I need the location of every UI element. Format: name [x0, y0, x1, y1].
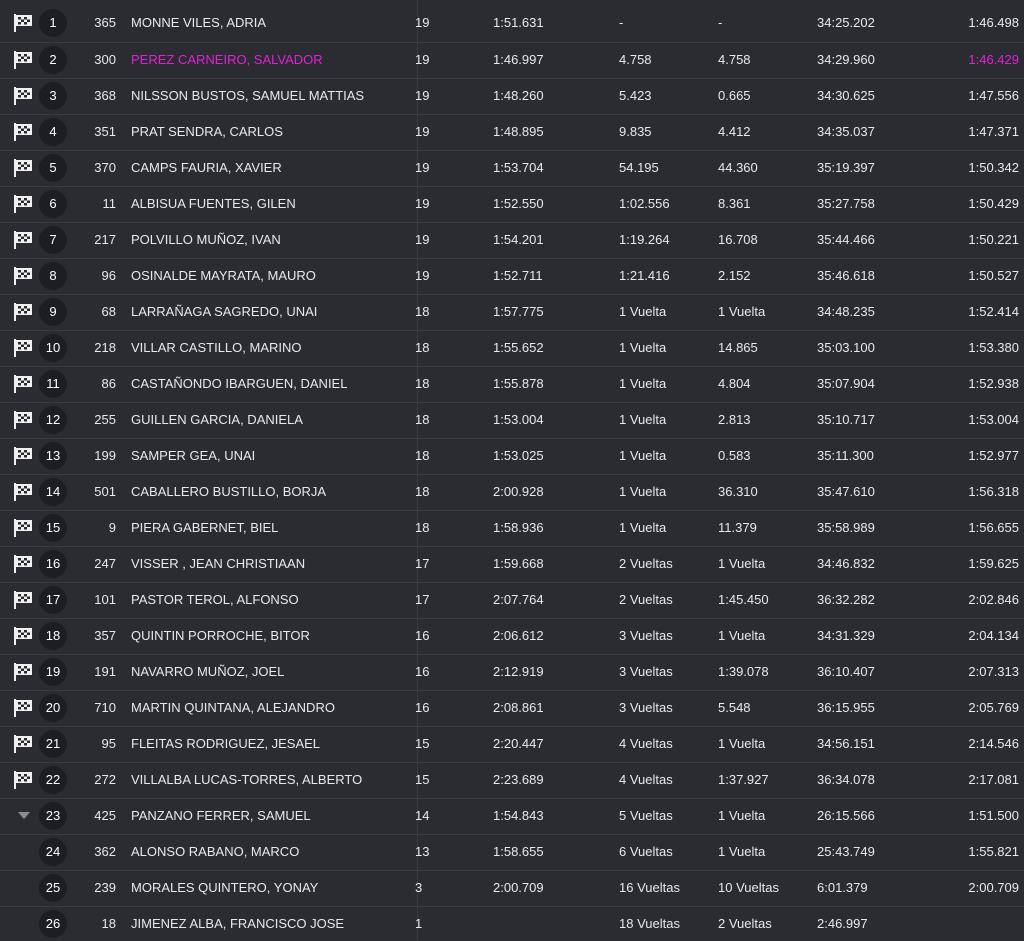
table-row[interactable] — [0, 366, 1024, 401]
best-lap-time: 1:54.843 — [493, 808, 544, 823]
laps-count: 16 — [415, 700, 430, 715]
rider-number: 357 — [94, 628, 116, 643]
rider-name: JIMENEZ ALBA, FRANCISCO JOSE — [131, 916, 345, 931]
finished-flag-icon — [12, 122, 34, 142]
rider-name: VISSER , JEAN CHRISTIAAN — [131, 556, 306, 571]
laps-count: 17 — [415, 556, 430, 571]
rider-number: 255 — [94, 412, 116, 427]
last-lap-time: 1:52.977 — [968, 448, 1019, 463]
position-badge: 22 — [39, 766, 67, 794]
last-lap-time: 1:56.318 — [968, 484, 1019, 499]
finished-flag-icon — [12, 554, 34, 574]
total-time: 6:01.379 — [817, 880, 868, 895]
laps-count: 18 — [415, 448, 430, 463]
table-row[interactable] — [0, 618, 1024, 653]
last-lap-time: 1:52.414 — [968, 304, 1019, 319]
position-badge: 5 — [39, 154, 67, 182]
laps-count: 18 — [415, 412, 430, 427]
position-badge: 7 — [39, 226, 67, 254]
gap-to-leader: 2 Vueltas — [619, 556, 673, 571]
finished-flag-icon — [12, 446, 34, 466]
rider-number: 501 — [94, 484, 116, 499]
gap-to-leader: 1 Vuelta — [619, 304, 667, 319]
table-row[interactable] — [0, 798, 1024, 833]
last-lap-time: 2:00.709 — [968, 880, 1019, 895]
rider-name: VILLALBA LUCAS-TORRES, ALBERTO — [131, 772, 363, 787]
total-time: 35:19.397 — [817, 160, 875, 175]
laps-count: 18 — [415, 304, 430, 319]
position-badge: 3 — [39, 82, 67, 110]
finished-flag-icon — [12, 338, 34, 358]
best-lap-time: 1:58.655 — [493, 844, 544, 859]
total-time: 34:56.151 — [817, 736, 875, 751]
rider-number: 217 — [94, 232, 116, 247]
table-row[interactable] — [0, 438, 1024, 473]
best-lap-time: 2:12.919 — [493, 664, 544, 679]
total-time: 34:29.960 — [817, 52, 875, 67]
position-badge: 16 — [39, 550, 67, 578]
total-time: 35:11.300 — [817, 448, 874, 463]
gap-to-leader: 16 Vueltas — [619, 880, 680, 895]
gap-to-previous: 1:45.450 — [718, 592, 769, 607]
laps-count: 19 — [415, 15, 430, 30]
position-badge: 24 — [39, 838, 67, 866]
position-badge: 1 — [39, 9, 67, 37]
best-lap-time: 2:23.689 — [493, 772, 544, 787]
table-row[interactable] — [0, 870, 1024, 905]
position-badge: 17 — [39, 586, 67, 614]
best-lap-time: 1:51.631 — [493, 15, 544, 30]
gap-to-previous: 4.758 — [718, 52, 751, 67]
finished-flag-icon — [12, 482, 34, 502]
laps-count: 16 — [415, 628, 430, 643]
best-lap-time — [493, 907, 593, 941]
last-lap-time: 1:47.371 — [968, 124, 1019, 139]
finished-flag-icon — [12, 770, 34, 790]
gap-to-previous: 0.583 — [718, 448, 751, 463]
rider-name: MARTIN QUINTANA, ALEJANDRO — [131, 700, 335, 715]
rider-number: 101 — [94, 592, 116, 607]
rider-name: OSINALDE MAYRATA, MAURO — [131, 268, 316, 283]
gap-to-previous: 4.412 — [718, 124, 751, 139]
total-time: 36:10.407 — [817, 664, 875, 679]
gap-to-leader: 1 Vuelta — [619, 484, 667, 499]
best-lap-time: 1:46.997 — [493, 52, 544, 67]
gap-to-leader: 18 Vueltas — [619, 916, 680, 931]
table-row[interactable] — [0, 654, 1024, 689]
total-time: 35:27.758 — [817, 196, 875, 211]
rider-name: CABALLERO BUSTILLO, BORJA — [131, 484, 327, 499]
finished-flag-icon — [12, 698, 34, 718]
finished-flag-icon — [12, 230, 34, 250]
rider-number: 86 — [101, 376, 116, 391]
rider-name: POLVILLO MUÑOZ, IVAN — [131, 232, 281, 247]
gap-to-previous: 16.708 — [718, 232, 758, 247]
rider-number: 368 — [94, 88, 116, 103]
rider-name: PIERA GABERNET, BIEL — [131, 520, 279, 535]
rider-number: 68 — [101, 304, 116, 319]
gap-to-leader: 4.758 — [619, 52, 652, 67]
gap-to-leader: - — [619, 15, 624, 30]
gap-to-previous: 2 Vueltas — [718, 916, 772, 931]
rider-number: 9 — [108, 520, 116, 535]
last-lap-time: 1:53.004 — [968, 412, 1019, 427]
rider-name: MONNE VILES, ADRIA — [131, 15, 267, 30]
best-lap-time: 1:53.704 — [493, 160, 544, 175]
table-row[interactable] — [0, 762, 1024, 797]
table-row[interactable] — [0, 294, 1024, 329]
gap-to-previous: 10 Vueltas — [718, 880, 779, 895]
last-lap-time: 2:17.081 — [968, 772, 1019, 787]
gap-to-previous: 1 Vuelta — [718, 736, 766, 751]
best-lap-time: 1:54.201 — [493, 232, 544, 247]
gap-to-previous: 1 Vuelta — [718, 844, 766, 859]
total-time: 35:47.610 — [817, 484, 875, 499]
table-row[interactable] — [0, 42, 1024, 77]
best-lap-time: 1:48.260 — [493, 88, 544, 103]
laps-count: 17 — [415, 592, 430, 607]
last-lap-time — [900, 907, 1019, 941]
best-lap-time: 1:59.668 — [493, 556, 544, 571]
gap-to-previous: 14.865 — [718, 340, 758, 355]
triangle-down-icon — [18, 812, 30, 819]
gap-to-previous: 11.379 — [718, 520, 757, 535]
gap-to-previous: 1:37.927 — [718, 772, 769, 787]
rider-number: 300 — [94, 52, 116, 67]
position-badge: 26 — [39, 910, 67, 938]
finished-flag-icon — [12, 13, 34, 33]
position-badge: 8 — [39, 262, 67, 290]
position-badge: 2 — [39, 46, 67, 74]
table-row[interactable] — [0, 582, 1024, 617]
rider-name: GUILLEN GARCIA, DANIELA — [131, 412, 303, 427]
rider-name: QUINTIN PORROCHE, BITOR — [131, 628, 310, 643]
gap-to-leader: 9.835 — [619, 124, 652, 139]
total-time: 35:07.904 — [817, 376, 875, 391]
gap-to-leader: 1 Vuelta — [619, 376, 667, 391]
gap-to-leader: 5.423 — [619, 88, 652, 103]
laps-count: 15 — [415, 736, 430, 751]
laps-count: 3 — [415, 880, 423, 895]
rider-name: NAVARRO MUÑOZ, JOEL — [131, 664, 285, 679]
position-badge: 15 — [39, 514, 67, 542]
gap-to-leader: 3 Vueltas — [619, 700, 673, 715]
total-time: 26:15.566 — [817, 808, 875, 823]
gap-to-previous: 36.310 — [718, 484, 758, 499]
finished-flag-icon — [12, 410, 34, 430]
best-lap-time: 1:57.775 — [493, 304, 544, 319]
position-badge: 18 — [39, 622, 67, 650]
last-lap-time: 1:50.527 — [968, 268, 1019, 283]
total-time: 35:44.466 — [817, 232, 875, 247]
last-lap-time: 2:07.313 — [968, 664, 1019, 679]
rider-number: 191 — [94, 664, 116, 679]
finished-flag-icon — [12, 86, 34, 106]
gap-to-previous: 0.665 — [718, 88, 751, 103]
total-time: 34:25.202 — [817, 15, 875, 30]
best-lap-time: 1:58.936 — [493, 520, 544, 535]
rider-number: 362 — [94, 844, 116, 859]
table-row[interactable] — [0, 726, 1024, 761]
rider-number: 199 — [94, 448, 116, 463]
laps-count: 19 — [415, 196, 430, 211]
table-row[interactable] — [0, 510, 1024, 545]
best-lap-time: 1:52.711 — [493, 268, 543, 283]
gap-to-leader: 3 Vueltas — [619, 628, 673, 643]
gap-to-leader: 4 Vueltas — [619, 772, 673, 787]
finished-flag-icon — [12, 518, 34, 538]
finished-flag-icon — [12, 662, 34, 682]
rider-name: CAMPS FAURIA, XAVIER — [131, 160, 282, 175]
last-lap-time: 1:47.556 — [968, 88, 1019, 103]
table-row[interactable] — [0, 114, 1024, 149]
position-badge: 9 — [39, 298, 67, 326]
gap-to-previous: 1 Vuelta — [718, 556, 766, 571]
rider-name: ALONSO RABANO, MARCO — [131, 844, 300, 859]
table-row[interactable] — [0, 402, 1024, 437]
total-time: 35:03.100 — [817, 340, 875, 355]
best-lap-time: 2:20.447 — [493, 736, 544, 751]
gap-to-leader: 1:02.556 — [619, 196, 670, 211]
total-time: 2:46.997 — [817, 916, 868, 931]
best-lap-time: 2:08.861 — [493, 700, 544, 715]
last-lap-time: 1:59.625 — [968, 556, 1019, 571]
rider-name: MORALES QUINTERO, YONAY — [131, 880, 319, 895]
rider-name: ALBISUA FUENTES, GILEN — [131, 196, 296, 211]
finished-flag-icon — [12, 590, 34, 610]
table-row[interactable] — [0, 834, 1024, 869]
last-lap-time: 1:46.498 — [968, 15, 1019, 30]
rider-number: 218 — [94, 340, 116, 355]
laps-count: 18 — [415, 340, 430, 355]
laps-count: 19 — [415, 124, 430, 139]
table-row[interactable] — [0, 6, 1024, 41]
last-lap-time: 1:52.938 — [968, 376, 1019, 391]
last-lap-time: 1:56.655 — [968, 520, 1019, 535]
total-time: 34:30.625 — [817, 88, 875, 103]
best-lap-time: 1:53.025 — [493, 448, 544, 463]
rider-name: FLEITAS RODRIGUEZ, JESAEL — [131, 736, 321, 751]
best-lap-time: 2:00.709 — [493, 880, 544, 895]
last-lap-time: 1:55.821 — [968, 844, 1019, 859]
gap-to-previous: 1 Vuelta — [718, 304, 766, 319]
laps-count: 15 — [415, 772, 430, 787]
table-row[interactable] — [0, 186, 1024, 221]
table-row[interactable] — [0, 150, 1024, 185]
gap-to-previous: 4.804 — [718, 376, 751, 391]
rider-name: VILLAR CASTILLO, MARINO — [131, 340, 302, 355]
last-lap-time: 2:14.546 — [968, 736, 1019, 751]
laps-count: 14 — [415, 808, 430, 823]
best-lap-time: 1:52.550 — [493, 196, 544, 211]
position-badge: 23 — [39, 802, 67, 830]
rider-name: SAMPER GEA, UNAI — [131, 448, 256, 463]
position-badge: 11 — [39, 370, 67, 398]
laps-count: 19 — [415, 88, 430, 103]
laps-count: 19 — [415, 160, 430, 175]
best-lap-time: 2:07.764 — [493, 592, 544, 607]
rider-number: 18 — [101, 916, 116, 931]
gap-to-leader: 6 Vueltas — [619, 844, 673, 859]
gap-to-leader: 3 Vueltas — [619, 664, 673, 679]
rider-number: 365 — [94, 15, 116, 30]
gap-to-leader: 1 Vuelta — [619, 520, 667, 535]
rider-name: PRAT SENDRA, CARLOS — [131, 124, 283, 139]
finished-flag-icon — [12, 302, 34, 322]
position-badge: 10 — [39, 334, 67, 362]
last-lap-time: 1:51.500 — [968, 808, 1019, 823]
total-time: 36:34.078 — [817, 772, 875, 787]
rider-number: 351 — [94, 124, 116, 139]
rider-number: 96 — [101, 268, 116, 283]
gap-to-leader: 4 Vueltas — [619, 736, 673, 751]
table-row[interactable] — [0, 690, 1024, 725]
gap-to-previous: 2.813 — [718, 412, 751, 427]
finished-flag-icon — [12, 194, 34, 214]
table-row[interactable] — [0, 330, 1024, 365]
total-time: 35:58.989 — [817, 520, 875, 535]
last-lap-time: 2:02.846 — [968, 592, 1019, 607]
rider-number: 11 — [102, 196, 116, 211]
gap-to-leader: 1 Vuelta — [619, 340, 667, 355]
laps-count: 19 — [415, 232, 430, 247]
gap-to-previous: - — [718, 15, 723, 30]
best-lap-time: 2:00.928 — [493, 484, 544, 499]
table-row[interactable] — [0, 78, 1024, 113]
rider-name: PASTOR TEROL, ALFONSO — [131, 592, 299, 607]
table-row[interactable] — [0, 258, 1024, 293]
laps-count: 1 — [415, 916, 423, 931]
position-badge: 25 — [39, 874, 67, 902]
last-lap-time: 1:46.429 — [968, 52, 1019, 67]
position-badge: 21 — [39, 730, 67, 758]
table-row[interactable] — [0, 474, 1024, 509]
last-lap-time: 1:53.380 — [968, 340, 1019, 355]
total-time: 34:48.235 — [817, 304, 875, 319]
total-time: 36:15.955 — [817, 700, 875, 715]
gap-to-previous: 1:39.078 — [718, 664, 769, 679]
table-row[interactable] — [0, 906, 1024, 941]
best-lap-time: 1:48.895 — [493, 124, 544, 139]
total-time: 36:32.282 — [817, 592, 875, 607]
laps-count: 19 — [415, 268, 430, 283]
last-lap-time: 2:05.769 — [968, 700, 1019, 715]
gap-to-previous: 1 Vuelta — [718, 808, 766, 823]
rider-number: 370 — [94, 160, 116, 175]
finished-flag-icon — [12, 374, 34, 394]
position-badge: 12 — [39, 406, 67, 434]
gap-to-leader: 5 Vueltas — [619, 808, 673, 823]
laps-count: 19 — [415, 52, 430, 67]
finished-flag-icon — [12, 50, 34, 70]
laps-count: 13 — [415, 844, 430, 859]
rider-number: 247 — [94, 556, 116, 571]
best-lap-time: 1:55.878 — [493, 376, 544, 391]
gap-to-leader: 2 Vueltas — [619, 592, 673, 607]
gap-to-previous: 44.360 — [718, 160, 758, 175]
position-badge: 6 — [39, 190, 67, 218]
last-lap-time: 2:04.134 — [968, 628, 1019, 643]
laps-count: 18 — [415, 376, 430, 391]
gap-to-previous: 1 Vuelta — [718, 628, 766, 643]
total-time: 25:43.749 — [817, 844, 875, 859]
gap-to-leader: 1:19.264 — [619, 232, 670, 247]
rider-name: CASTAÑONDO IBARGUEN, DANIEL — [131, 376, 348, 391]
best-lap-time: 1:53.004 — [493, 412, 544, 427]
total-time: 35:10.717 — [817, 412, 875, 427]
rider-name: NILSSON BUSTOS, SAMUEL MATTIAS — [131, 88, 365, 103]
table-row[interactable] — [0, 546, 1024, 581]
rider-name: LARRAÑAGA SAGREDO, UNAI — [131, 304, 318, 319]
gap-to-leader: 1 Vuelta — [619, 448, 667, 463]
rider-number: 425 — [94, 808, 116, 823]
finished-flag-icon — [12, 734, 34, 754]
finished-flag-icon — [12, 158, 34, 178]
rider-number: 239 — [94, 880, 116, 895]
last-lap-time: 1:50.342 — [968, 160, 1019, 175]
total-time: 34:31.329 — [817, 628, 875, 643]
laps-count: 16 — [415, 664, 430, 679]
finished-flag-icon — [12, 626, 34, 646]
gap-to-leader: 1:21.416 — [619, 268, 670, 283]
total-time: 35:46.618 — [817, 268, 875, 283]
position-badge: 20 — [39, 694, 67, 722]
rider-number: 95 — [101, 736, 116, 751]
table-row[interactable] — [0, 222, 1024, 257]
gap-to-leader: 1 Vuelta — [619, 412, 667, 427]
total-time: 34:46.832 — [817, 556, 875, 571]
gap-to-previous: 5.548 — [718, 700, 751, 715]
rider-number: 272 — [94, 772, 116, 787]
finished-flag-icon — [12, 266, 34, 286]
laps-count: 18 — [415, 520, 430, 535]
laps-count: 18 — [415, 484, 430, 499]
position-badge: 14 — [39, 478, 67, 506]
best-lap-time: 1:55.652 — [493, 340, 544, 355]
last-lap-time: 1:50.221 — [968, 232, 1019, 247]
best-lap-time: 2:06.612 — [493, 628, 544, 643]
position-badge: 4 — [39, 118, 67, 146]
gap-to-previous: 8.361 — [718, 196, 751, 211]
position-badge: 19 — [39, 658, 67, 686]
rider-name: PANZANO FERRER, SAMUEL — [131, 808, 311, 823]
gap-to-previous: 2.152 — [718, 268, 751, 283]
rider-number: 710 — [94, 700, 116, 715]
rider-name: PEREZ CARNEIRO, SALVADOR — [131, 52, 323, 67]
total-time: 34:35.037 — [817, 124, 875, 139]
position-badge: 13 — [39, 442, 67, 470]
last-lap-time: 1:50.429 — [968, 196, 1019, 211]
gap-to-leader: 54.195 — [619, 160, 659, 175]
